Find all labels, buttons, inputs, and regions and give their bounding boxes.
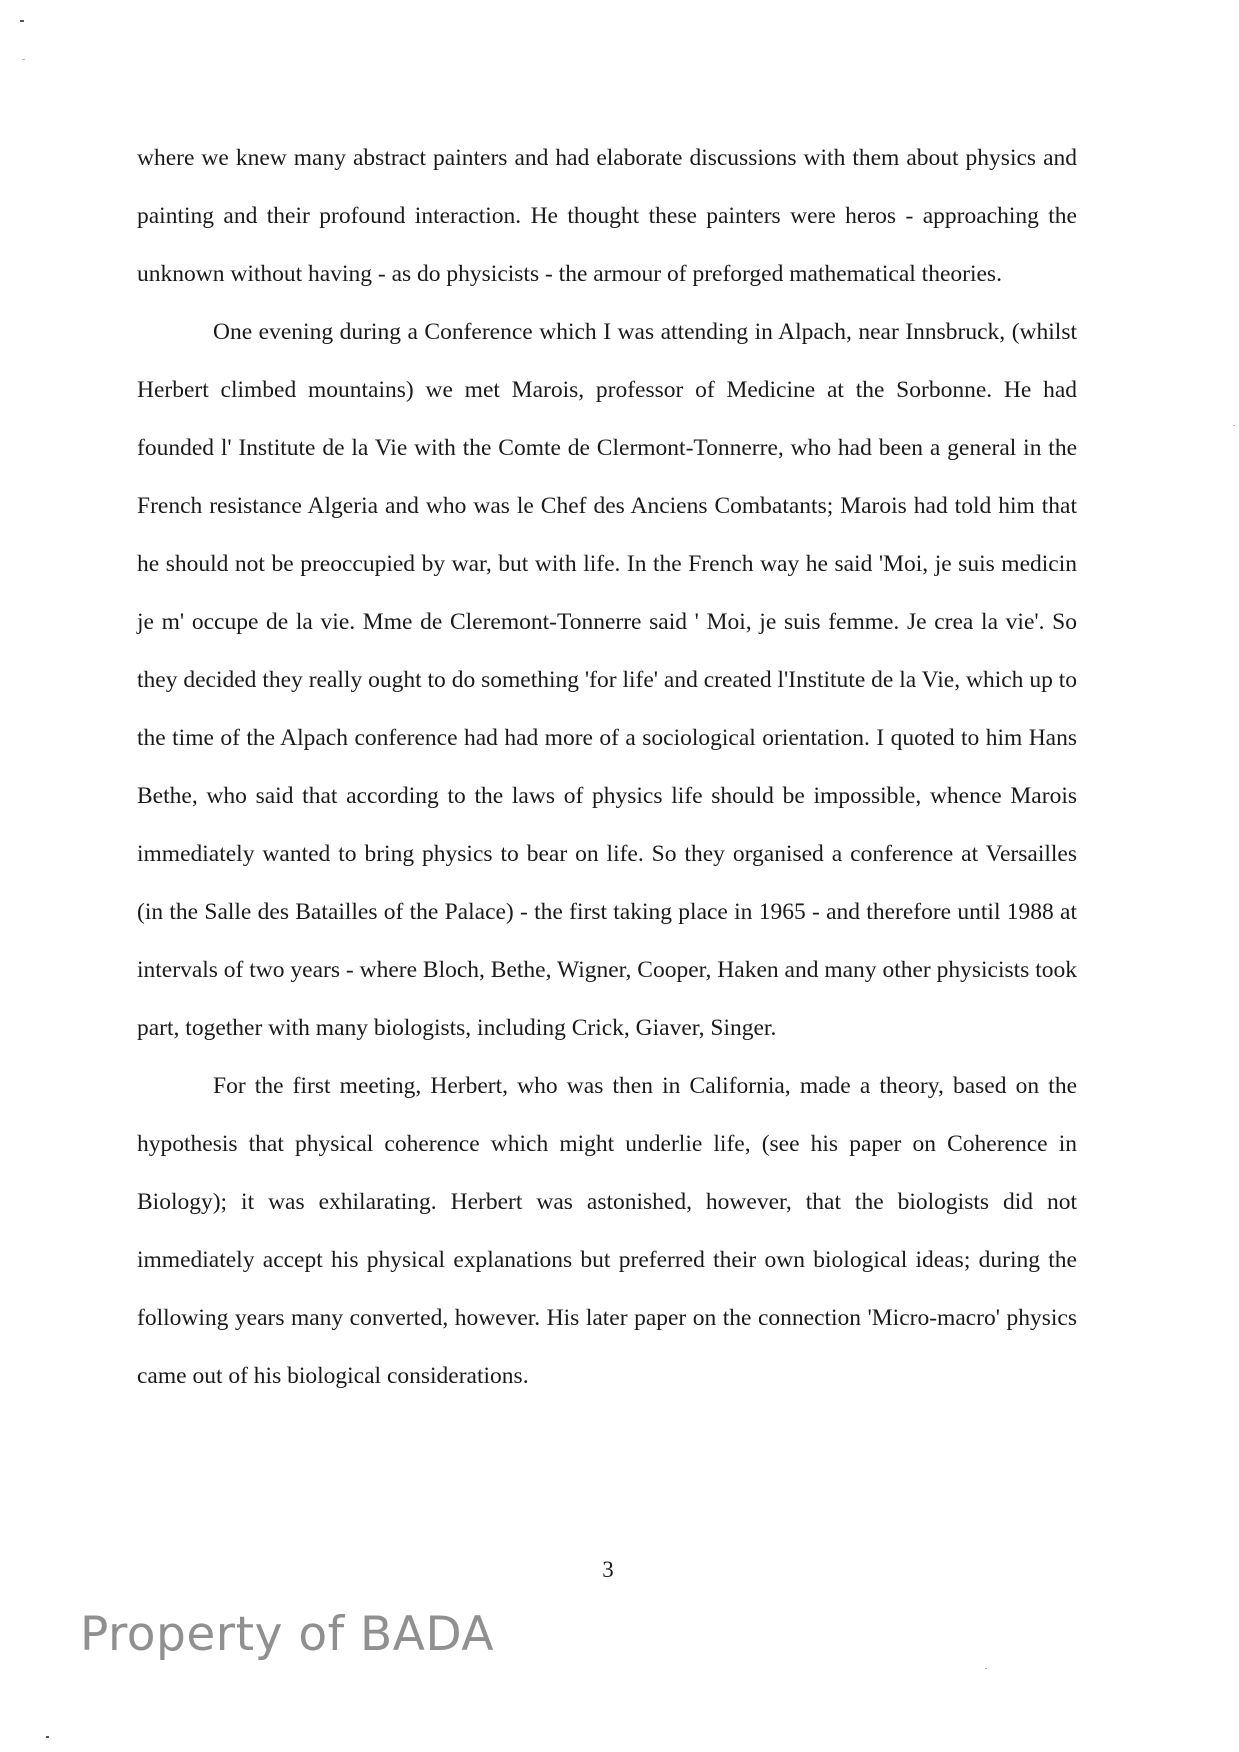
paragraph: One evening during a Conference which I was attending in Alpach, near Innsbruck, (whilst Herbert climbed mountains) we met Marois, professor of Medicine at the Sorbonne. He had founded l' Institute de la Vie with the Comte de Clermont-Tonnerre, who had been a general in the French resistance Algeria and who was le Chef des Anciens Combatants; Marois had told him that he should not be preoccupied by war, but with life. In the French way he said 'Moi, je suis medicin je m' occupe de la vie. Mme de Cleremont-Tonnerre said ' Moi, je suis femme. Je crea la vie'. So they decided they really ought to do something 'for life' and created l'Institute de la Vie, which up to the time of the Alpach conference had had more of a sociological orientation. I quoted to him Hans Bethe, who said that according to the laws of physics life should be impossible, whence Marois immediately wanted to bring physics to bear on life. So they organised a conference at Versailles (in the Salle des Batailles of the Palace) - the first taking place in 1965 - and therefore until 1988 at intervals of two years - where Bloch, Bethe, Wigner, Cooper, Haken and many other physicists took part, together with many biologists, including Crick, Giaver, Singer. <box>137 319 1077 1041</box>
scan-speck <box>1233 425 1235 426</box>
scan-speck <box>46 1736 49 1738</box>
scan-speck <box>20 20 24 22</box>
paragraph: where we knew many abstract painters and had elaborate discussions with them about physics and painting and their profound interaction. He thought these painters were heros - approaching the unknown without having - as do physicists - the armour of preforged mathematical theories. <box>137 145 1077 287</box>
scan-speck <box>985 1668 987 1669</box>
document-body <box>137 129 1077 1405</box>
paragraph: For the first meeting, Herbert, who was then in California, made a theory, based on the hypothesis that physical coherence which might underlie life, (see his paper on Coherence in Biology); it was exhilarating. Herbert was astonished, however, that the biologists did not immediately accept his physical explanations but preferred their own biological ideas; during the following years many converted, however. His later paper on the connection 'Micro-macro' physics came out of his biological considerations. <box>137 1073 1077 1389</box>
watermark: Property of BADA <box>80 1607 494 1662</box>
page-number: 3 <box>602 1557 614 1582</box>
scan-speck <box>22 59 25 60</box>
